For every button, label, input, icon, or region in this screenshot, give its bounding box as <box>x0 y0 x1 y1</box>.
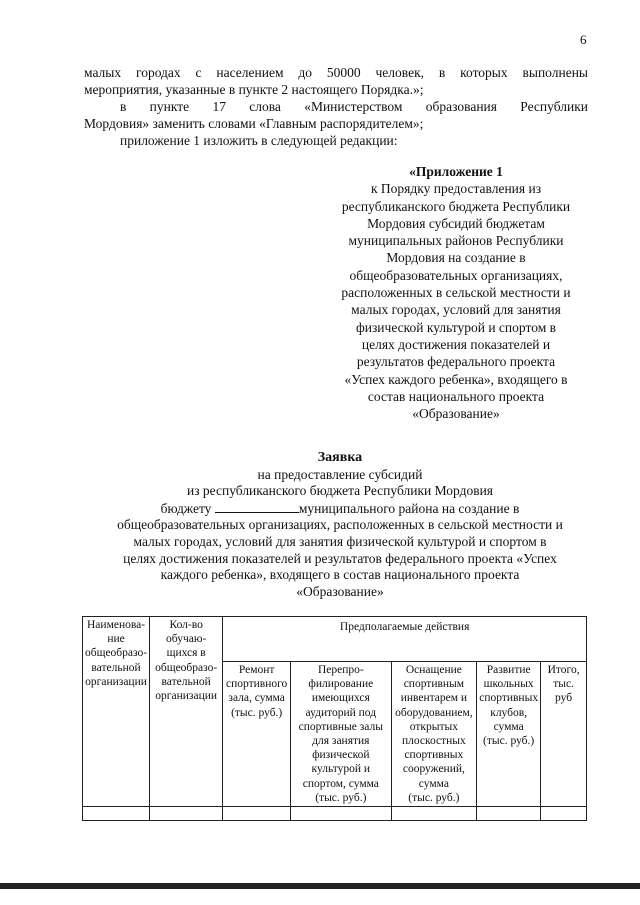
appendix-block <box>318 163 594 422</box>
scan-edge <box>0 883 640 889</box>
body-line-2: мероприятия, указанные в пункте 2 настоящего Порядка.»; <box>84 82 424 97</box>
request-line: общеобразовательных организациях, расположенных в сельской местности и <box>117 517 563 533</box>
appendix-line: общеобразовательных организациях, <box>349 267 563 283</box>
header-equipment: Оснащение спортивным инвентарем и оборудованием, открытых плоскостных спортивных сооружений, сумма (тыс. руб.) <box>391 662 477 807</box>
header-total: Итого, тыс. руб <box>541 662 587 807</box>
body-line-3: в пункте 17 слова «Министерством образования Республики <box>120 99 588 114</box>
header-students-count: Кол-во обучаю- щихся в общеобразо- вательной организации <box>150 617 223 807</box>
request-line: каждого ребенка», входящего в состав национального проекта <box>160 567 520 583</box>
appendix-line: «Образование» <box>412 406 500 422</box>
request-line: на предоставление субсидий <box>257 466 423 482</box>
request-table <box>82 616 587 821</box>
request-line: «Образование» <box>296 583 384 599</box>
appendix-line: «Успех каждого ребенка», входящего в <box>344 371 568 387</box>
appendix-line: малых городах, условий для занятия <box>351 302 561 318</box>
body-line-1: малых городах с населением до 50000 человек, в которых выполнены <box>84 65 588 80</box>
request-budget-suffix: муниципального района на создание в <box>298 500 520 516</box>
table-cell <box>150 807 223 821</box>
appendix-title: «Приложение 1 <box>409 164 503 179</box>
table-cell <box>291 807 392 821</box>
header-reprofiling: Перепро- филирование имеющихся аудиторий под спортивные залы для занятия физической культурой и спортом, сумма (тыс. руб.) <box>291 662 392 807</box>
table-cell <box>541 807 587 821</box>
request-line: малых городах, условий для занятия физической культурой и спортом в <box>133 533 547 549</box>
request-line: из республиканского бюджета Республики Мордовия <box>186 483 494 499</box>
request-budget-prefix: бюджету <box>160 500 212 516</box>
body-line-5: приложение 1 изложить в следующей редакции: <box>120 133 398 148</box>
appendix-line: Мордовия субсидий бюджетам <box>367 215 545 231</box>
table-cell <box>391 807 477 821</box>
request-title: Заявка <box>317 450 363 465</box>
header-planned-actions: Предполагаемые действия <box>223 617 587 662</box>
appendix-line: Мордовия на создание в <box>386 250 526 266</box>
page-number: 6 <box>580 32 587 47</box>
header-org-name: Наименова- ние общеобразо- вательной организации <box>83 617 150 807</box>
appendix-line: к Порядку предоставления из <box>370 181 542 197</box>
table-cell <box>223 807 291 821</box>
header-gym-repair: Ремонт спортивного зала, сумма (тыс. руб.) <box>223 662 291 807</box>
request-line: целях достижения показателей и результатов федерального проекта «Успех <box>123 550 557 566</box>
appendix-line: состав национального проекта <box>367 388 545 404</box>
appendix-line: расположенных в сельской местности и <box>341 285 571 301</box>
appendix-line: результатов федерального проекта <box>356 354 556 370</box>
appendix-line: целях достижения показателей и <box>361 336 551 352</box>
appendix-line: республиканского бюджета Республики <box>341 198 571 214</box>
body-line-4: Мордовия» заменить словами «Главным распорядителем»; <box>84 116 424 131</box>
header-school-clubs: Развитие школьных спортивных клубов, сумма (тыс. руб.) <box>477 662 541 807</box>
table-cell <box>477 807 541 821</box>
request-line-budget <box>80 500 600 518</box>
blank-underline <box>215 500 299 513</box>
request-block <box>80 450 600 600</box>
appendix-line: физической культурой и спортом в <box>356 319 556 335</box>
appendix-line: муниципальных районов Республики <box>348 233 564 249</box>
table-cell <box>83 807 150 821</box>
